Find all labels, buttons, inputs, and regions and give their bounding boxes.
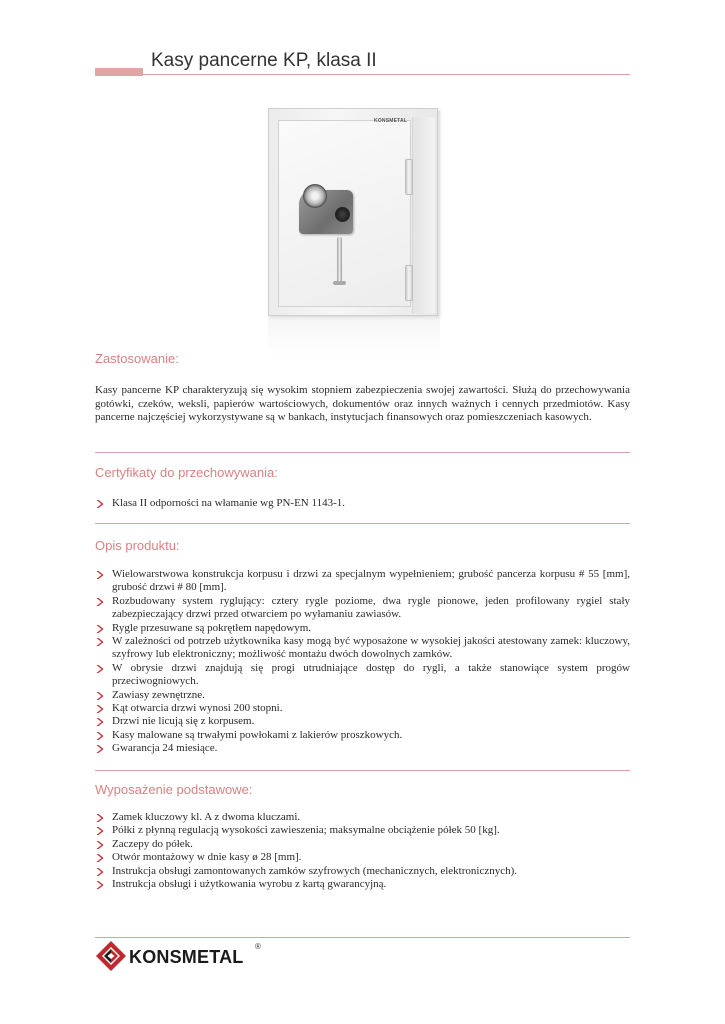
chevron-right-icon	[95, 570, 105, 580]
list-item-text: Klasa II odporności na włamanie wg PN-EN 1143-1.	[112, 497, 345, 509]
title-underline	[143, 74, 630, 75]
list-item	[95, 568, 630, 595]
list-item-text: Rozbudowany system ryglujący: cztery rygle poziome, dwa rygle pionowe, jeden profilowany rygiel stały zabezpieczający drzwi przed otwarciem po wyłamaniu zawiasów.	[112, 594, 630, 621]
chevron-right-icon	[95, 744, 105, 754]
list-item-text: Rygle przesuwane są pokrętłem napędowym.	[112, 621, 312, 634]
footer-divider	[95, 937, 630, 938]
safe-body	[268, 108, 438, 316]
chevron-right-icon	[95, 691, 105, 701]
list-item	[95, 729, 630, 742]
list-item	[95, 838, 630, 851]
safe-hinge-icon	[405, 159, 413, 195]
chevron-right-icon	[95, 624, 105, 634]
chevron-right-icon	[95, 499, 105, 509]
section-divider	[95, 770, 630, 771]
floor-reflection	[268, 317, 440, 357]
list-item-text: Drzwi nie licują się z korpusem.	[112, 715, 255, 728]
list-item-text: Zaczepy do półek.	[112, 837, 193, 850]
chevron-right-icon	[95, 840, 105, 850]
keyhole-icon	[335, 207, 350, 222]
list-item	[95, 497, 630, 510]
certyfikaty-list	[95, 497, 630, 510]
list-item	[95, 811, 630, 824]
zastosowanie-text: Kasy pancerne KP charakteryzują się wysokim stopniem zabezpieczenia swojej zawartości. Służą do przechowywania gotówki, czeków, weksli, papierów wartościowych, dokumentów oraz innych ważnych i cennych przedmiotów. Kasy pancerne najczęściej wykorzystywane są w bankach, instytucjach finansowych oraz pomieszczeniach kasowych.	[95, 384, 630, 423]
list-item	[95, 742, 630, 755]
chevron-right-icon	[95, 597, 105, 607]
list-item-text: Gwarancja 24 miesiące.	[112, 742, 218, 755]
list-item	[95, 865, 630, 878]
list-item	[95, 715, 630, 728]
list-item	[95, 635, 630, 662]
combination-dial-icon	[303, 184, 327, 208]
list-item-text: Kąt otwarcia drzwi wynosi 200 stopni.	[112, 702, 283, 715]
chevron-right-icon	[95, 704, 105, 714]
section-title-opis: Opis produktu:	[95, 538, 180, 553]
chevron-right-icon	[95, 637, 105, 647]
section-divider	[95, 452, 630, 453]
chevron-right-icon	[95, 664, 105, 674]
registered-mark: ®	[255, 942, 261, 951]
list-item	[95, 662, 630, 689]
footer-logo	[95, 940, 275, 972]
chevron-right-icon	[95, 867, 105, 877]
list-item-text: W zależności od potrzeb użytkownika kasy mogą być wyposażone w wysokiej jakości atestowany zamek: kluczowy, szyfrowy lub elektroniczny; możliwość montażu dwóch dowolnych zamków.	[112, 635, 630, 661]
safe-side-panel	[412, 117, 435, 313]
chevron-right-icon	[95, 813, 105, 823]
list-item	[95, 878, 630, 891]
wyposazenie-list	[95, 811, 630, 891]
list-item	[95, 622, 630, 635]
list-item-text: Kasy malowane są trwałymi powłokami z lakierów proszkowych.	[112, 728, 403, 741]
safe-handle-icon	[337, 237, 342, 285]
list-item	[95, 824, 630, 837]
list-item	[95, 702, 630, 715]
list-item-text: Zawiasy zewnętrzne.	[112, 688, 205, 701]
list-item-text: Instrukcja obsługi i użytkowania wyrobu z kartą gwarancyjną.	[112, 878, 387, 891]
chevron-right-icon	[95, 880, 105, 890]
safe-logo: KONSMETAL	[374, 118, 408, 124]
list-item-text: Półki z płynną regulacją wysokości zawieszenia; maksymalne obciążenie półek 50 [kg].	[112, 824, 500, 837]
section-divider	[95, 523, 630, 524]
list-item-text: Instrukcja obsługi zamontowanych zamków szyfrowych (mechanicznych, elektronicznych).	[112, 864, 518, 877]
konsmetal-logo-icon	[95, 940, 127, 972]
page-title: Kasy pancerne KP, klasa II	[151, 50, 377, 71]
list-item-text: Wielowarstwowa konstrukcja korpusu i drzwi za specjalnym wypełnieniem; grubość pancerza korpusu # 55 [mm], grubość drzwi # 80 [mm].	[112, 568, 630, 594]
section-title-zastosowanie: Zastosowanie:	[95, 351, 179, 366]
section-title-certyfikaty: Certyfikaty do przechowywania:	[95, 465, 278, 480]
list-item	[95, 851, 630, 864]
chevron-right-icon	[95, 853, 105, 863]
chevron-right-icon	[95, 717, 105, 727]
brand-name: KONSMETAL	[129, 947, 244, 967]
list-item-text: Otwór montażowy w dnie kasy ø 28 [mm].	[112, 851, 302, 864]
opis-list	[95, 568, 630, 756]
list-item	[95, 689, 630, 702]
product-image-safe	[268, 105, 440, 355]
list-item-text: W obrysie drzwi znajdują się progi utrudniające dostęp do rygli, a także stanowiące system progów przeciwogniowych.	[112, 661, 630, 688]
chevron-right-icon	[95, 826, 105, 836]
section-title-wyposazenie: Wyposażenie podstawowe:	[95, 782, 253, 797]
chevron-right-icon	[95, 731, 105, 741]
list-item	[95, 595, 630, 622]
safe-handle-base	[333, 281, 346, 285]
title-accent-bar	[95, 68, 143, 76]
list-item-text: Zamek kluczowy kl. A z dwoma kluczami.	[112, 811, 301, 823]
safe-hinge-icon	[405, 265, 413, 301]
